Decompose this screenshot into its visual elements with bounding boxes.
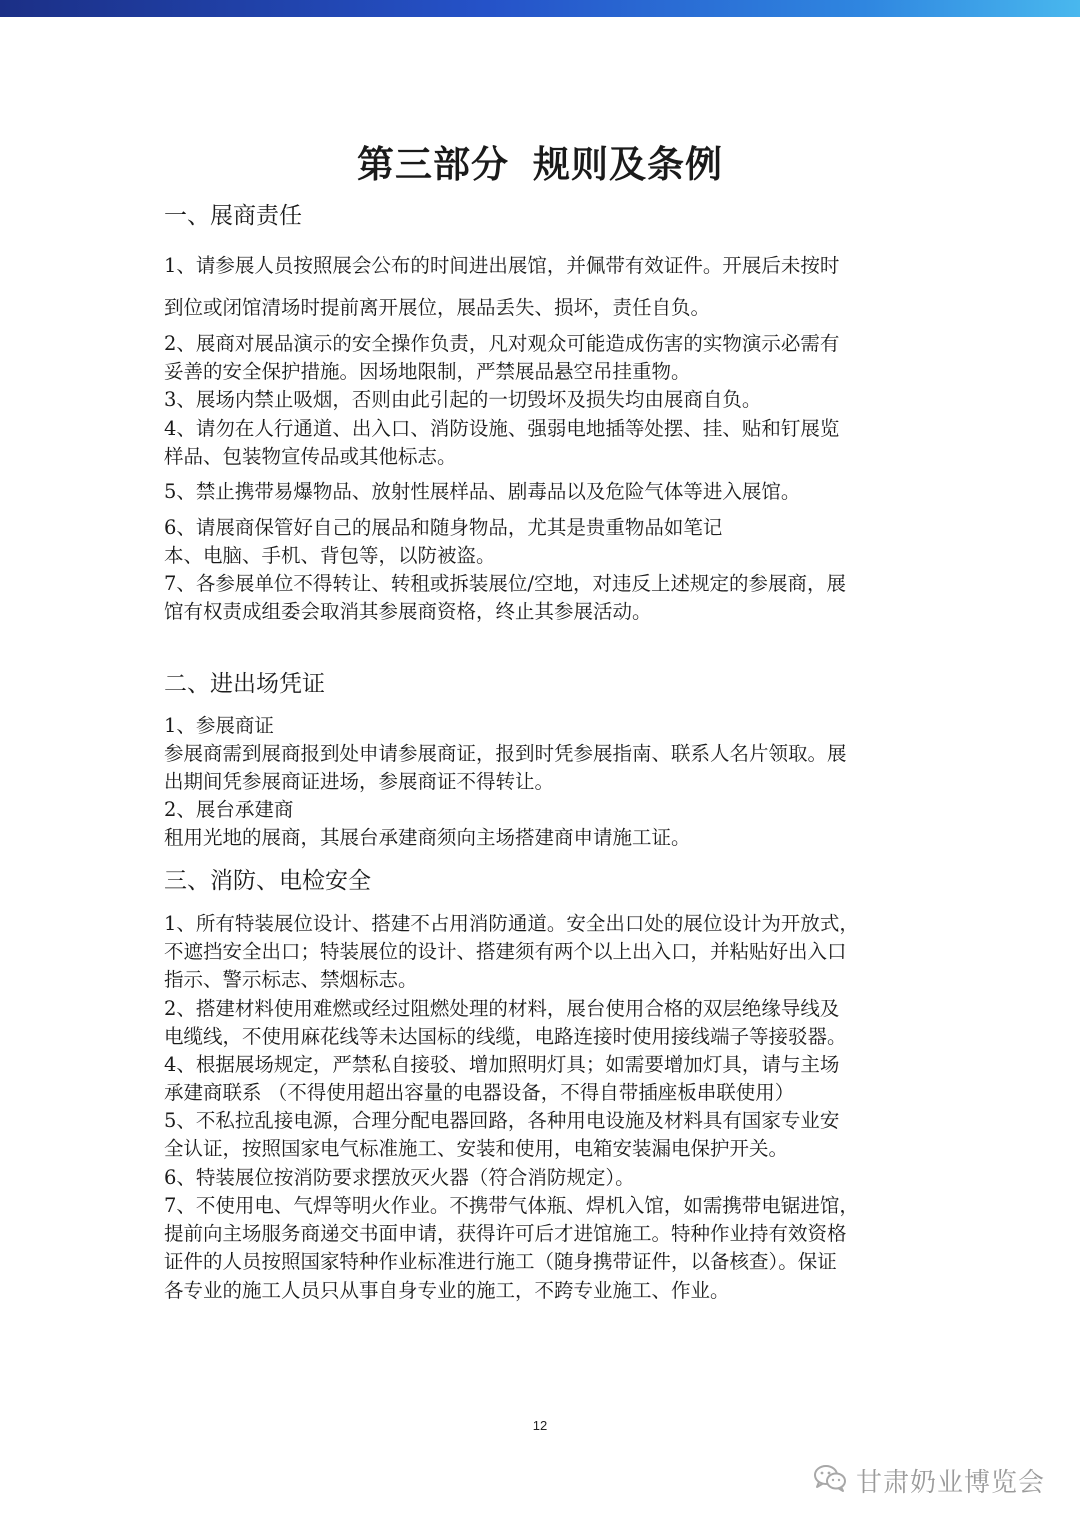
watermark bbox=[812, 1460, 1045, 1500]
paragraph-line: 1、请参展人员按照展会公布的时间进出展馆，并佩带有效证件。开展后未按时 bbox=[164, 254, 840, 277]
paragraph-line: 1、参展商证 bbox=[164, 714, 274, 737]
paragraph-line: 7、各参展单位不得转让、转租或拆装展位/空地，对违反上述规定的参展商，展 bbox=[164, 572, 846, 595]
paragraph-line: 参展商需到展商报到处申请参展商证，报到时凭参展指南、联系人名片领取。展 bbox=[164, 742, 847, 765]
paragraph-line: 全认证，按照国家电气标准施工、安装和使用，电箱安装漏电保护开关。 bbox=[164, 1137, 789, 1160]
paragraph-line: 5、禁止携带易爆物品、放射性展样品、剧毒品以及危险气体等进入展馆。 bbox=[164, 480, 801, 503]
paragraph-line: 2、搭建材料使用难燃或经过阻燃处理的材料，展台使用合格的双层绝缘导线及 bbox=[164, 997, 840, 1020]
paragraph-line: 5、不私拉乱接电源，合理分配电器回路，各种用电设施及材料具有国家专业安 bbox=[164, 1109, 840, 1132]
paragraph-line: 7、不使用电、气焊等明火作业。不携带气体瓶、焊机入馆，如需携带电锯进馆， bbox=[164, 1194, 859, 1217]
paragraph-line: 承建商联系 （不得使用超出容量的电器设备，不得自带插座板串联使用） bbox=[164, 1081, 795, 1104]
paragraph-line: 到位或闭馆清场时提前离开展位，展品丢失、损坏，责任自负。 bbox=[164, 296, 711, 319]
paragraph-line: 样品、包装物宣传品或其他标志。 bbox=[164, 445, 457, 468]
paragraph-line: 证件的人员按照国家特种作业标准进行施工（随身携带证件，以备核查）。保证 bbox=[164, 1250, 837, 1273]
paragraph-line: 3、展场内禁止吸烟，否则由此引起的一切毁坏及损失均由展商自负。 bbox=[164, 388, 762, 411]
paragraph-line: 各专业的施工人员只从事自身专业的施工，不跨专业施工、作业。 bbox=[164, 1279, 730, 1302]
paragraph-line: 电缆线，不使用麻花线等未达国标的线缆，电路连接时使用接线端子等接驳器。 bbox=[164, 1025, 847, 1048]
section-heading-credentials: 二、进出场凭证 bbox=[164, 671, 325, 697]
paragraph-line: 6、请展商保管好自己的展品和随身物品，尤其是贵重物品如笔记 bbox=[164, 516, 723, 539]
paragraph-line: 馆有权责成组委会取消其参展商资格，终止其参展活动。 bbox=[164, 600, 652, 623]
paragraph-line: 指示、警示标志、禁烟标志。 bbox=[164, 968, 418, 991]
paragraph-line: 租用光地的展商，其展台承建商须向主场搭建商申请施工证。 bbox=[164, 826, 691, 849]
wechat-icon bbox=[812, 1463, 848, 1497]
paragraph-line: 1、所有特装展位设计、搭建不占用消防通道。安全出口处的展位设计为开放式， bbox=[164, 912, 859, 935]
paragraph-line: 4、根据展场规定，严禁私自接驳、增加照明灯具；如需要增加灯具，请与主场 bbox=[164, 1053, 840, 1076]
paragraph-line: 2、展商对展品演示的安全操作负责，凡对观众可能造成伤害的实物演示必需有 bbox=[164, 332, 840, 355]
section-heading-exhibitor: 一、展商责任 bbox=[164, 203, 302, 229]
top-accent-bar bbox=[0, 0, 1080, 17]
page-title bbox=[0, 134, 1080, 188]
paragraph-line: 不遮挡安全出口；特装展位的设计、搭建须有两个以上出入口，并粘贴好出入口 bbox=[164, 940, 847, 963]
paragraph-line: 本、电脑、手机、背包等，以防被盗。 bbox=[164, 544, 496, 567]
paragraph-line: 6、特装展位按消防要求摆放灭火器（符合消防规定）。 bbox=[164, 1166, 635, 1189]
section-heading-safety: 三、消防、电检安全 bbox=[164, 868, 371, 894]
paragraph-line: 4、请勿在人行通道、出入口、消防设施、强弱电地插等处摆、挂、贴和钉展览 bbox=[164, 417, 840, 440]
paragraph-line: 妥善的安全保护措施。因场地限制，严禁展品悬空吊挂重物。 bbox=[164, 360, 691, 383]
title-main: 规则及条例 bbox=[533, 142, 723, 186]
page-number: 12 bbox=[532, 1418, 548, 1433]
paragraph-line: 出期间凭参展商证进场，参展商证不得转让。 bbox=[164, 770, 555, 793]
title-part: 第三部分 bbox=[357, 142, 509, 186]
paragraph-line: 提前向主场服务商递交书面申请，获得许可后才进馆施工。特种作业持有效资格 bbox=[164, 1222, 847, 1245]
watermark-text: 甘肃奶业博览会 bbox=[856, 1467, 1046, 1498]
paragraph-line: 2、展台承建商 bbox=[164, 798, 294, 821]
